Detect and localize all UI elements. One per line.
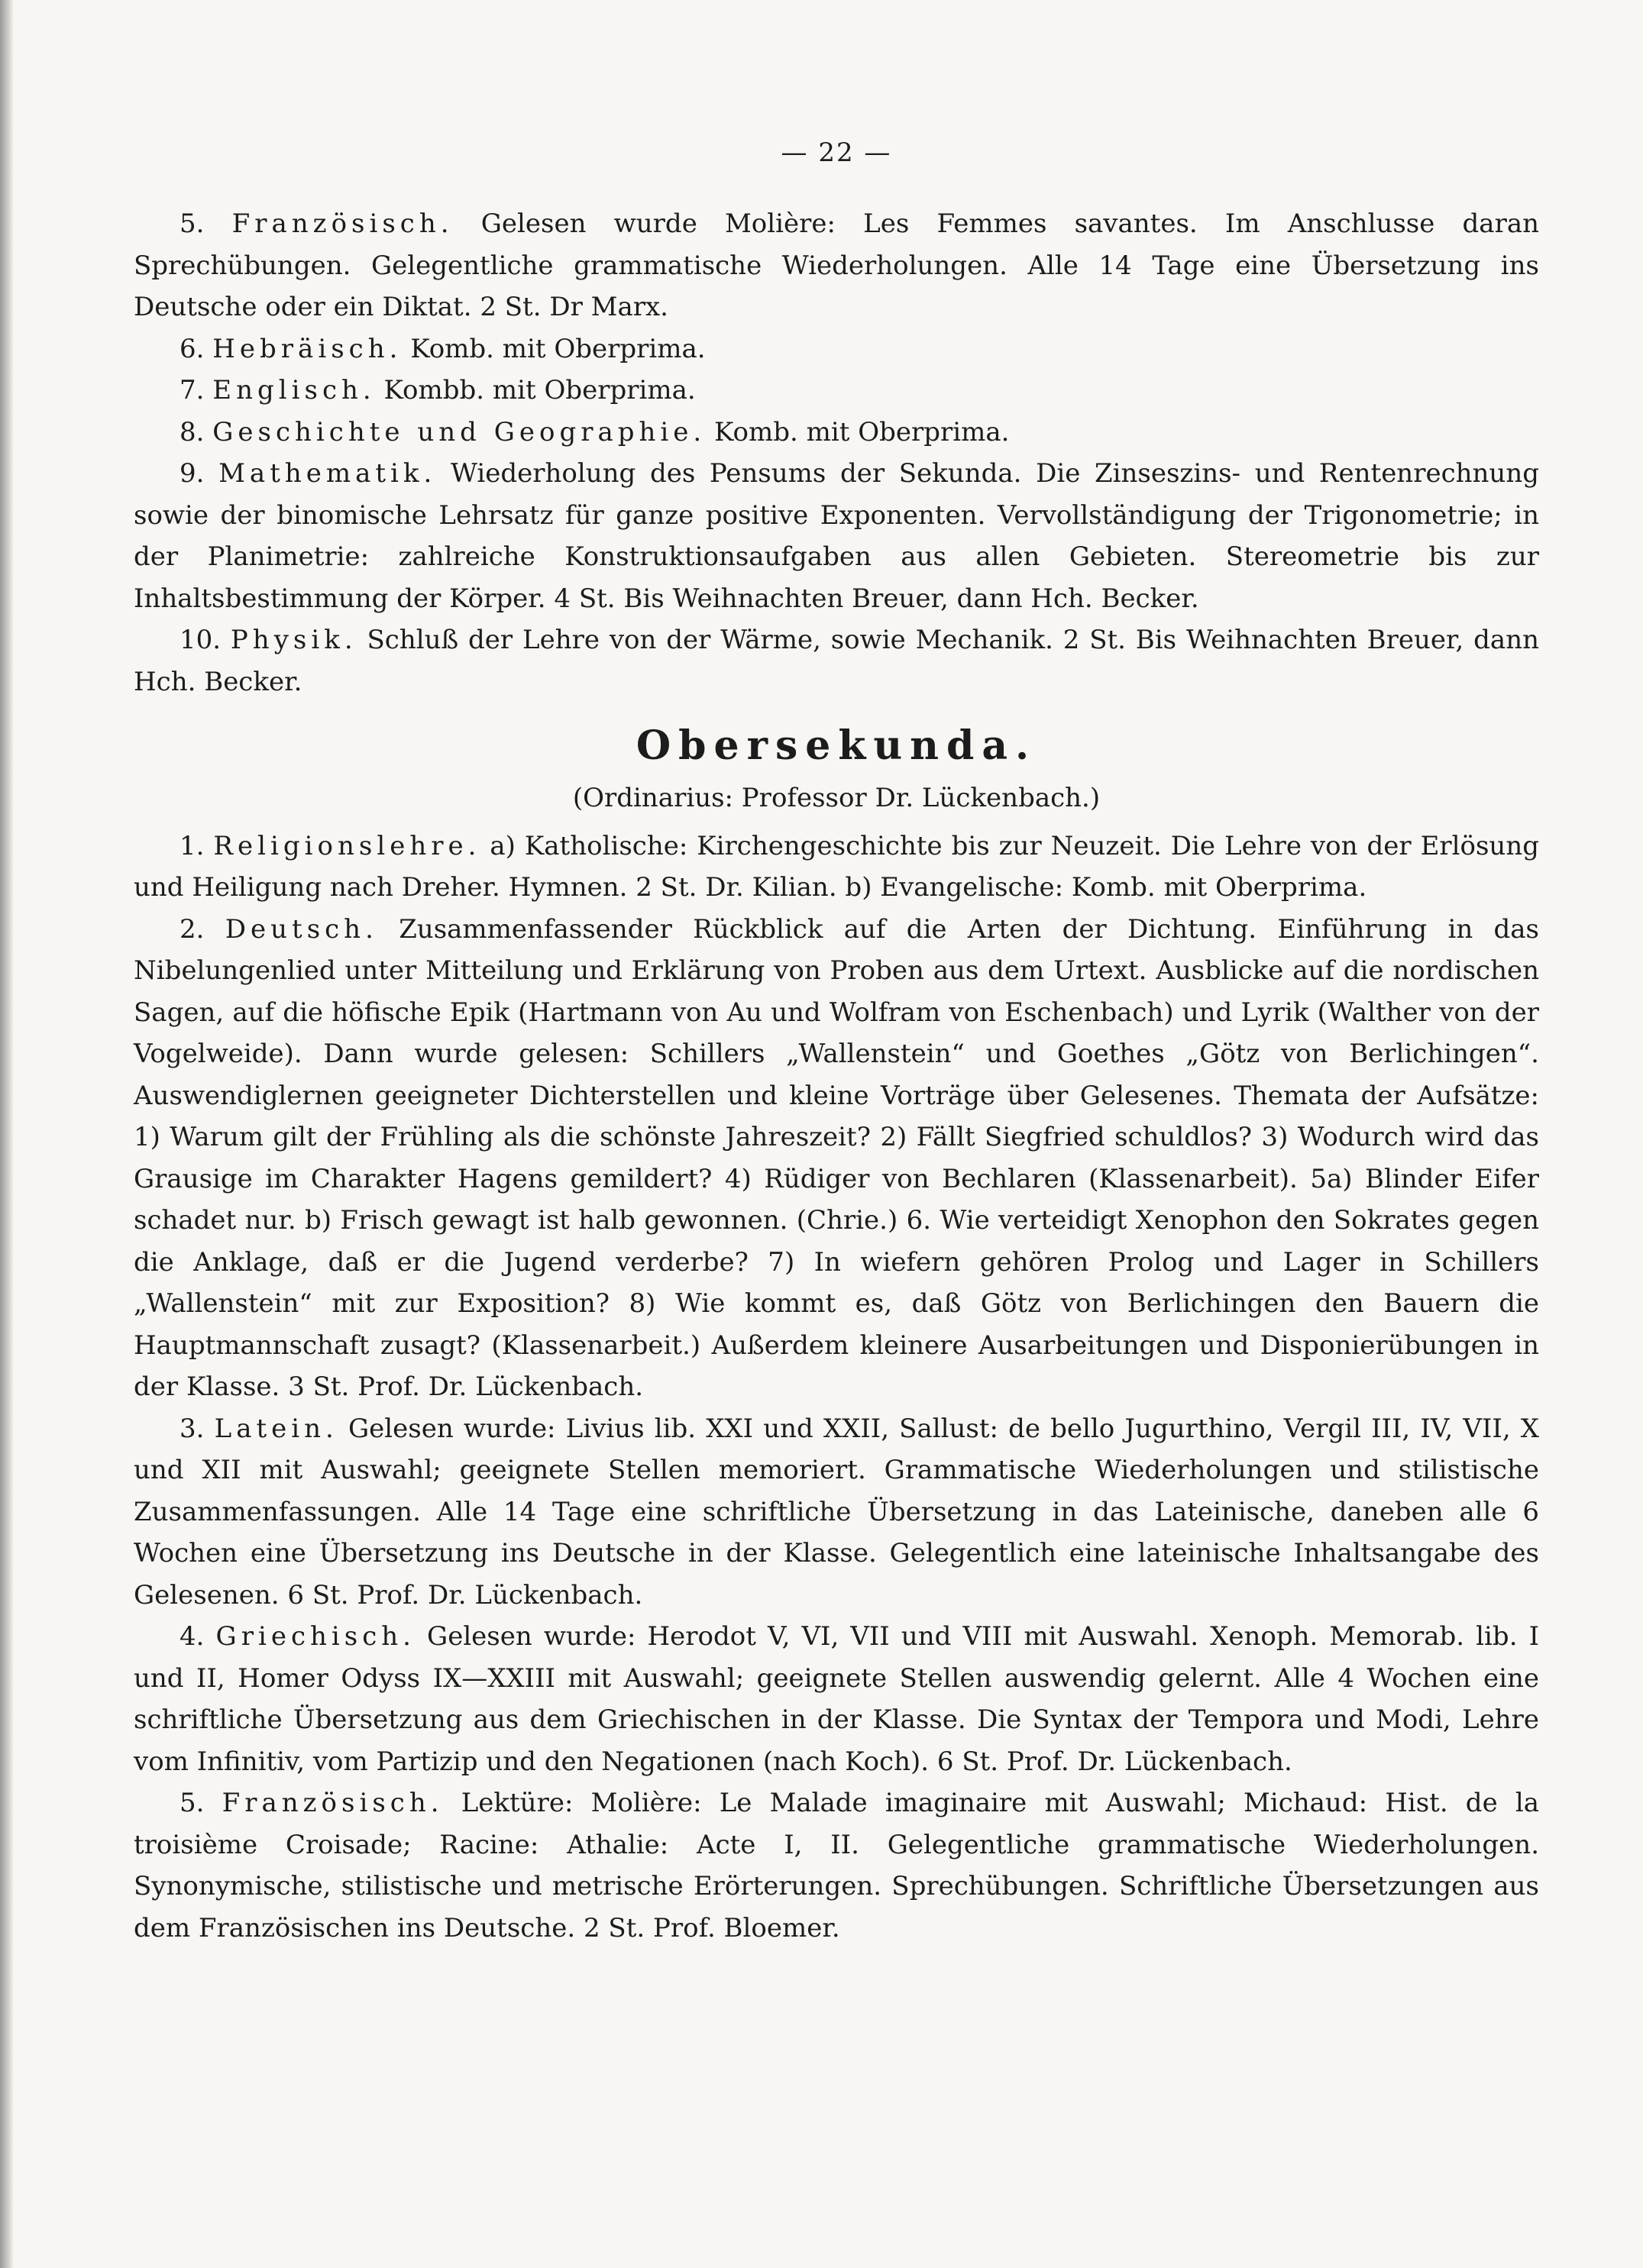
subject-title: Griechisch. [215,1621,416,1652]
page-binding-edge [0,0,14,2268]
subject-text: Wiederholung des Pensums der Sekunda. Die Zinseszins- und Rentenrechnung sowie der binomische Lehrsatz für ganze positive Exponenten. Vervollständigung der Trigonometrie; in der Planimetrie: zahlreiche Konstruktionsaufgaben aus allen Gebieten. Stereometrie bis zur Inhaltsbestimmung der Körper. 4 St. Bis Weihnachten Breuer, dann Hch. Becker. [134,458,1539,614]
subject-paragraph-hebraeisch [134,328,1539,370]
subject-title: Hebräisch. [212,333,403,364]
subject-paragraph-mathematik [134,453,1539,619]
subject-title: Religionslehre. [213,830,481,861]
subject-title: Physik. [230,625,357,655]
item-number: 5. [180,208,205,239]
item-number: 5. [180,1788,205,1818]
item-number: 6. [180,333,205,364]
subject-text: Gelesen wurde: Herodot V, VI, VII und VIII mit Auswahl. Xenoph. Memorab. lib. I und II, Homer Odyss IX—XXIII mit Auswahl; geeignete Stellen auswendig gelernt. Alle 4 Wochen eine schriftliche Übersetzung aus dem Griechischen in der Klasse. Die Syntax der Tempora und Modi, Lehre vom Infinitiv, vom Partizip und den Negationen (nach Koch). 6 St. Prof. Dr. Lückenbach. [134,1621,1539,1777]
subject-paragraph-franzoesisch [134,203,1539,328]
subject-paragraph-latein [134,1408,1539,1617]
item-number: 3. [180,1413,205,1444]
subject-paragraph-englisch [134,370,1539,412]
subject-text: Komb. mit Oberprima. [714,416,1010,447]
section-top [134,203,1539,703]
subject-paragraph-physik [134,619,1539,703]
subject-title: Deutsch. [225,913,378,945]
item-number: 2. [180,913,205,945]
subject-paragraph-geschichte [134,412,1539,454]
subject-paragraph-deutsch [134,909,1539,1408]
subject-title: Geschichte und Geographie. [212,416,707,447]
section-heading: Obersekunda. [636,722,1037,769]
subject-title: Französisch. [231,208,454,239]
page-number: — 22 — [781,137,892,168]
subject-text: Zusammenfassender Rückblick auf die Arten der Dichtung. Einführung in das Nibelungenlied unter Mitteilung und Erklärung von Proben aus dem Urtext. Ausblicke auf die nordischen Sagen, auf die höfische Epik (Hartmann von Au und Wolfram von Eschenbach) und Lyrik (Walther von der Vogelweide). Dann wurde gelesen: Schillers „Wallenstein“ und Goethes „Götz von Berlichingen“. Auswendiglernen geeigneter Dichterstellen und kleine Vorträge über Gelesenes. Themata der Aufsätze: 1) Warum gilt der Frühling als die schönste Jahreszeit? 2) Fällt Siegfried schuldlos? 3) Wodurch wird das Grausige im Charakter Hagens gemildert? 4) Rüdiger von Bechlaren (Klassenarbeit). 5a) Blinder Eifer schadet nur. b) Frisch gewagt ist halb gewonnen. (Chrie.) 6. Wie verteidigt Xenophon den Sokrates gegen die Anklage, daß er die Jugend verderbe? 7) In wiefern gehören Prolog und Lager in Schillers „Wallenstein“ mit zur Exposition? 8) Wie kommt es, daß Götz von Berlichingen den Bauern die Hauptmannschaft zusagt? (Klassenarbeit.) Außerdem kleinere Ausarbeitungen und Disponierübungen in der Klasse. 3 St. Prof. Dr. Lückenbach. [134,913,1540,1402]
subject-text: Gelesen wurde: Livius lib. XXI und XXII, Sallust: de bello Jugurthino, Vergil III, IV, VII, X und XII mit Auswahl; geeignete Stellen memoriert. Grammatische Wiederholungen und stilistische Zusammenfassungen. Alle 14 Tage eine schriftliche Übersetzung in das Lateinische, daneben alle 6 Wochen eine Übersetzung ins Deutsche in der Klasse. Gelegentlich eine lateinische Inhaltsangabe des Gelesenen. 6 St. Prof. Dr. Lückenbach. [134,1413,1539,1611]
subject-paragraph-religion [134,825,1539,909]
subject-text: Komb. mit Oberprima. [410,333,706,364]
item-number: 10. [180,625,222,655]
document-page [134,122,1539,1949]
ordinarius-line: (Ordinarius: Professor Dr. Lückenbach.) [572,783,1101,813]
subject-title: Mathematik. [218,458,437,489]
subject-text: Gelesen wurde Molière: Les Femmes savantes. Im Anschlusse daran Sprechübungen. Gelegentliche grammatische Wiederholungen. Alle 14 Tage eine Übersetzung ins Deutsche oder ein Diktat. 2 St. Dr Marx. [134,208,1540,322]
subject-text: Schluß der Lehre von der Wärme, sowie Mechanik. 2 St. Bis Weihnachten Breuer, dann Hch. Becker. [134,625,1540,697]
item-number: 1. [180,830,205,861]
subject-paragraph-franzoesisch-ii [134,1782,1539,1949]
item-number: 8. [180,416,205,447]
item-number: 7. [180,375,205,405]
subject-text: a) Katholische: Kirchengeschichte bis zur Neuzeit. Die Lehre von der Erlösung und Heiligung nach Dreher. Hymnen. 2 St. Dr. Kilian. b) Evangelische: Komb. mit Oberprima. [134,830,1539,903]
subject-paragraph-griechisch [134,1616,1539,1782]
subject-title: Französisch. [222,1788,444,1818]
subject-title: Englisch. [212,375,376,405]
item-number: 4. [180,1621,205,1652]
section-obersekunda [134,722,1539,1949]
subject-text: Kombb. mit Oberprima. [383,375,696,405]
subject-title: Latein. [214,1413,338,1444]
subject-text: Lektüre: Molière: Le Malade imaginaire mit Auswahl; Michaud: Hist. de la troisième Croisade; Racine: Athalie: Acte I, II. Gelegentliche grammatische Wiederholungen. Synonymische, stilistische und metrische Erörterungen. Sprechübungen. Schriftliche Übersetzungen aus dem Französischen ins Deutsche. 2 St. Prof. Bloemer. [134,1788,1540,1943]
item-number: 9. [180,458,205,489]
